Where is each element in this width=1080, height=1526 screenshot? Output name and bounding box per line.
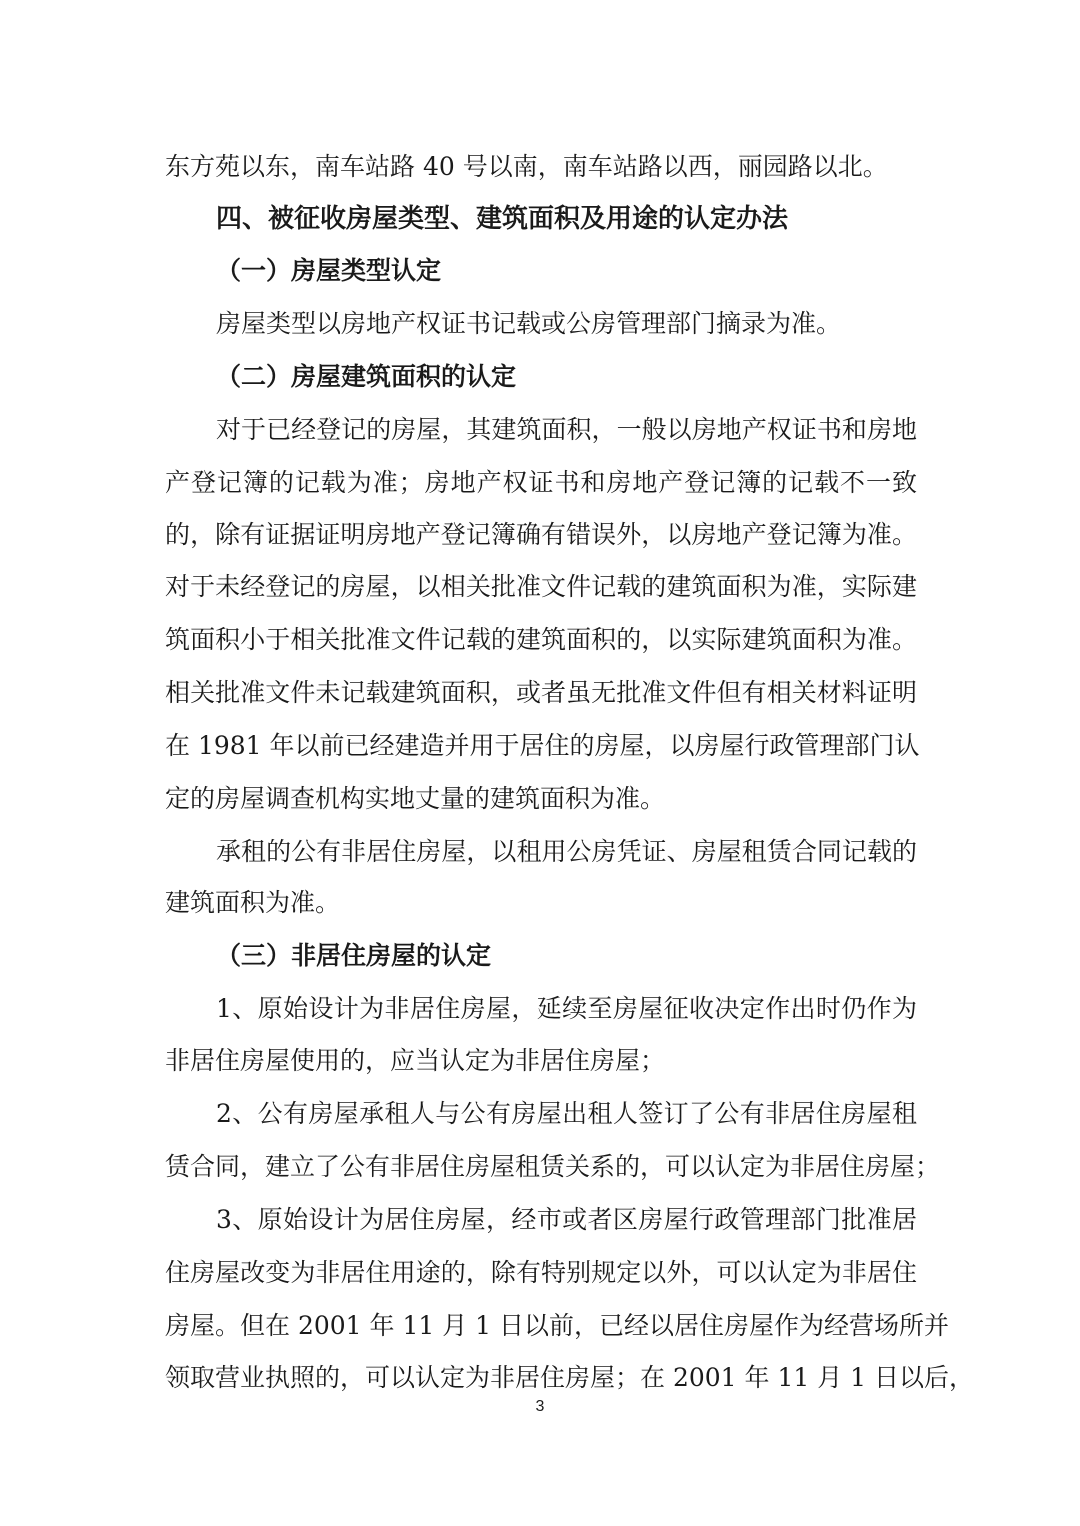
section-heading: 四、被征收房屋类型、建筑面积及用途的认定办法 bbox=[216, 204, 789, 234]
text-line: 承租的公有非居住房屋，以租用公房凭证、房屋租赁合同记载的 bbox=[216, 837, 917, 866]
text-line: 的，除有证据证明房地产登记簿确有错误外，以房地产登记簿为准。 bbox=[165, 520, 917, 549]
page-number: 3 bbox=[535, 1398, 545, 1415]
text-line: 在 1981 年以前已经建造并用于居住的房屋，以房屋行政管理部门认 bbox=[165, 731, 920, 760]
text-line: 对于已经登记的房屋，其建筑面积，一般以房地产权证书和房地 bbox=[216, 415, 917, 444]
text-line: 房屋类型以房地产权证书记载或公房管理部门摘录为准。 bbox=[216, 309, 842, 338]
text-line: 领取营业执照的，可以认定为非居住房屋；在 2001 年 11 月 1 日以后， bbox=[165, 1363, 975, 1392]
text-line: 定的房屋调查机构实地丈量的建筑面积为准。 bbox=[165, 784, 666, 813]
text-line: 住房屋改变为非居住用途的，除有特别规定以外，可以认定为非居住 bbox=[165, 1258, 917, 1287]
text-line: 2、公有房屋承租人与公有房屋出租人签订了公有非居住房屋租 bbox=[216, 1099, 917, 1128]
text-line: 对于未经登记的房屋，以相关批准文件记载的建筑面积为准，实际建 bbox=[165, 572, 917, 601]
text-line: 房屋。但在 2001 年 11 月 1 日以前，已经以居住房屋作为经营场所并 bbox=[165, 1311, 950, 1340]
text-line: 赁合同，建立了公有非居住房屋租赁关系的，可以认定为非居住房屋； bbox=[165, 1152, 941, 1181]
text-line: 东方苑以东，南车站路 40 号以南，南车站路以西，丽园路以北。 bbox=[165, 152, 888, 181]
subsection-heading: （二）房屋建筑面积的认定 bbox=[216, 362, 517, 391]
text-line: 筑面积小于相关批准文件记载的建筑面积的，以实际建筑面积为准。 bbox=[165, 625, 917, 654]
text-line: 产登记簿的记载为准；房地产权证书和房地产登记簿的记载不一致 bbox=[165, 468, 917, 497]
subsection-heading: （三）非居住房屋的认定 bbox=[216, 941, 492, 970]
text-line: 建筑面积为准。 bbox=[165, 888, 341, 917]
text-line: 相关批准文件未记载建筑面积，或者虽无批准文件但有相关材料证明 bbox=[165, 678, 917, 707]
subsection-heading: （一）房屋类型认定 bbox=[216, 256, 442, 285]
text-line: 非居住房屋使用的，应当认定为非居住房屋； bbox=[165, 1046, 666, 1075]
text-line: 1、原始设计为非居住房屋，延续至房屋征收决定作出时仍作为 bbox=[216, 994, 917, 1023]
text-line: 3、原始设计为居住房屋，经市或者区房屋行政管理部门批准居 bbox=[216, 1205, 917, 1234]
